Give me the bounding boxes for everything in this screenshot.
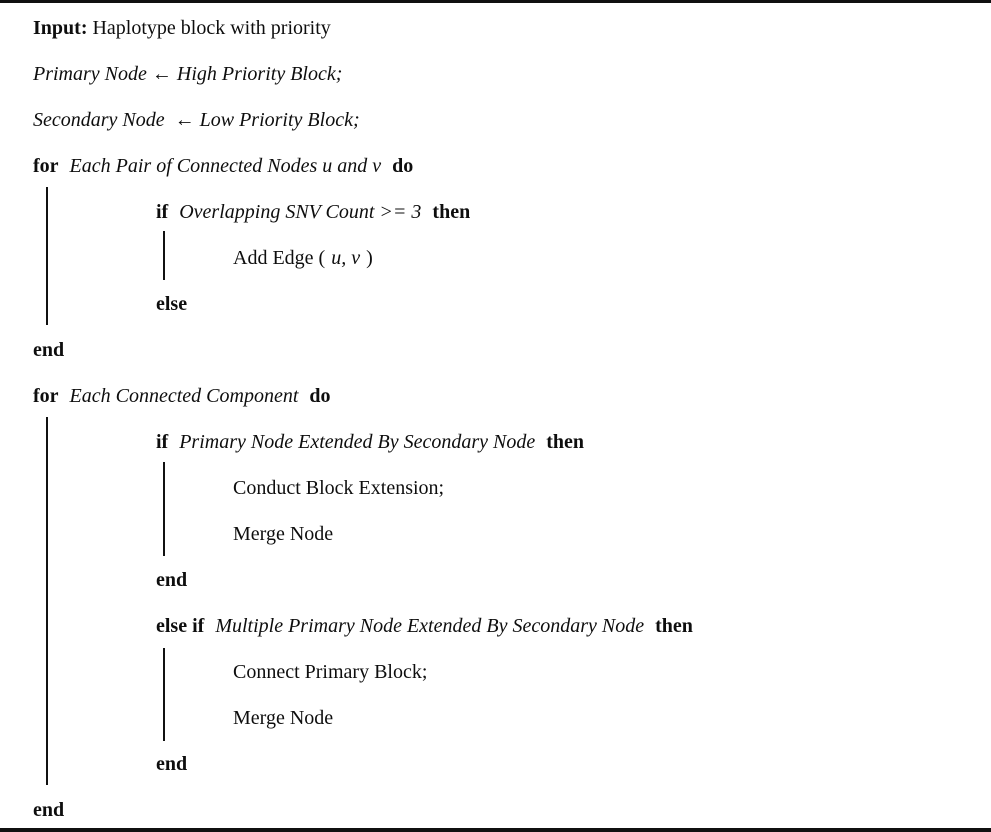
algo-line-assign-primary: [33, 62, 342, 86]
else-if-condition: Multiple Primary Node Extended By Secondary Node: [215, 615, 645, 637]
do-keyword: do: [392, 155, 414, 177]
add-edge-text: Add Edge (: [233, 247, 326, 269]
then-keyword: then: [546, 431, 585, 453]
for-loop-1-scope-rule: [46, 187, 48, 325]
connect-primary-text: Connect Primary Block;: [233, 661, 428, 683]
end-keyword: end: [33, 799, 65, 821]
if-keyword: if: [156, 201, 169, 223]
algo-line-end-else-if: [156, 752, 187, 776]
if-block-2-scope-rule: [163, 462, 165, 556]
end-keyword: end: [156, 753, 188, 775]
then-keyword: then: [655, 615, 693, 637]
algo-line-for-2: [33, 384, 331, 408]
if-2-condition: Primary Node Extended By Secondary Node: [179, 431, 536, 453]
for-2-condition: Each Connected Component: [69, 385, 299, 407]
assign-secondary-text: Secondary Node ← Low Priority Block;: [33, 109, 360, 131]
else-keyword: else: [156, 293, 188, 315]
algo-line-if-2: [156, 430, 584, 454]
algo-line-end-if-2: [156, 568, 187, 592]
algo-line-for-1: [33, 154, 413, 178]
input-keyword: Input:: [33, 17, 88, 39]
algo-line-if-1: [156, 200, 470, 224]
for-keyword: for: [33, 155, 59, 177]
do-keyword: do: [309, 385, 331, 407]
algo-line-input: [33, 16, 331, 40]
algo-line-end-for-2: [33, 798, 64, 822]
end-keyword: end: [33, 339, 65, 361]
conduct-extension-text: Conduct Block Extension;: [233, 477, 445, 499]
else-if-keyword: else if: [156, 615, 205, 637]
else-if-block-scope-rule: [163, 648, 165, 741]
if-block-1-scope-rule: [163, 231, 165, 280]
for-1-condition: Each Pair of Connected Nodes u and v: [69, 155, 382, 177]
merge-node-text: Merge Node: [233, 523, 334, 545]
merge-node-text: Merge Node: [233, 707, 334, 729]
input-description: Haplotype block with priority: [92, 17, 331, 39]
then-keyword: then: [432, 201, 471, 223]
algo-line-add-edge: [233, 246, 373, 270]
algo-line-merge-node-1: [233, 522, 333, 546]
algo-line-connect-primary: [233, 660, 427, 684]
algo-line-assign-secondary: [33, 108, 360, 132]
for-loop-2-scope-rule: [46, 417, 48, 785]
algo-line-else-if: [156, 614, 693, 638]
assign-primary-text: Primary Node ← High Priority Block;: [33, 63, 343, 85]
for-keyword: for: [33, 385, 59, 407]
add-edge-args: u, v: [331, 247, 361, 269]
add-edge-close-paren: ): [366, 247, 373, 269]
algo-line-conduct-extension: [233, 476, 444, 500]
algo-line-merge-node-2: [233, 706, 333, 730]
algo-line-end-for-1: [33, 338, 64, 362]
if-1-condition: Overlapping SNV Count >= 3: [179, 201, 422, 223]
algo-line-else: [156, 292, 187, 316]
if-keyword: if: [156, 431, 169, 453]
end-keyword: end: [156, 569, 188, 591]
